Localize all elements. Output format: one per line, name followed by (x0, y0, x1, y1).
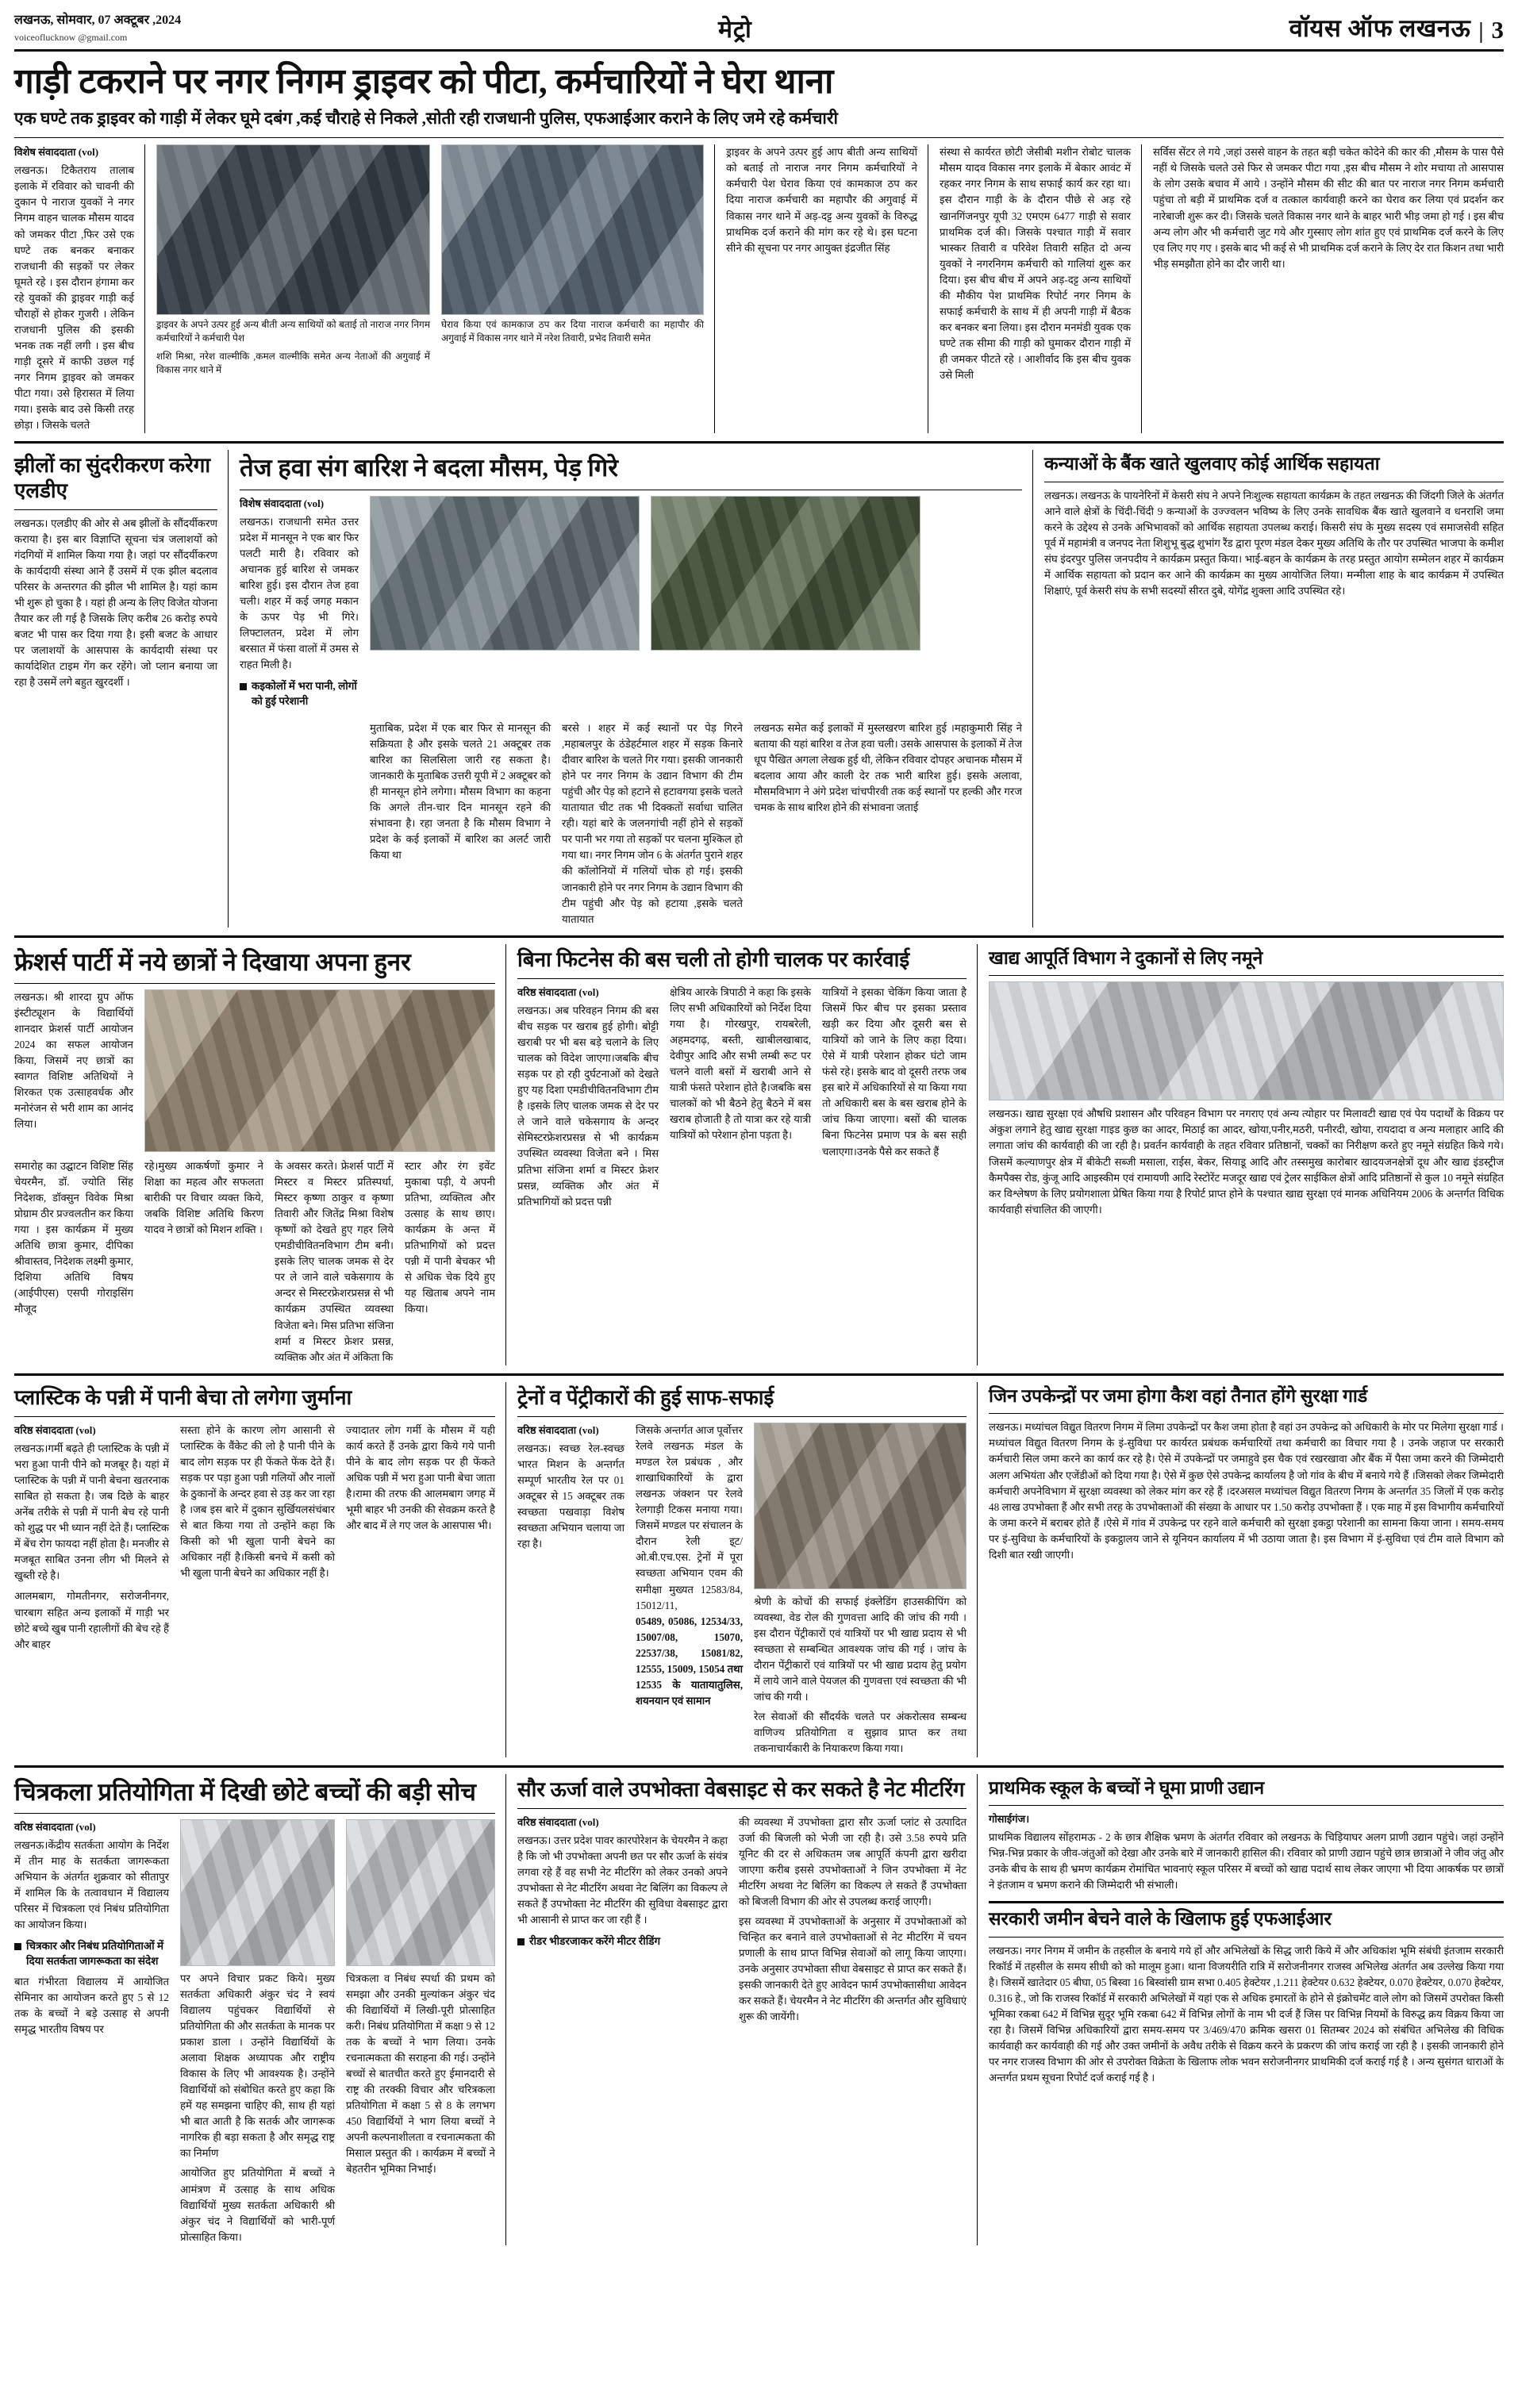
drawing-col-2: पर अपने विचार प्रकट किये। मुख्य सतर्कता अधिकारी अंकुर चंद ने स्वयं विद्यालय पहुंचकर विद्यार्थियों से प्रतियोगिता की और सतर्कता के मानक पर प्रकाश डाला । उन्होंने विद्यार्थियों के अलावा शिक्षक अध्यापक और राष्ट्रीय विकास के लिए भी आवश्यक है। उन्होंने विद्यार्थियों को संबोधित करते हुए कहा कि हमें यह समझना चाहिए की, साथ ही यहां भी बात आती है कि सतर्क और जागरूक नागरिक ही बड़ा सकता है और समृद्ध राष्ट्र का निर्माण (180, 1972, 335, 2160)
solar-col-2b: इस व्यवस्था में उपभोक्ताओं के अनुसार में उपभोक्ताओं को चिन्हित कर बनाने वाले उपभोक्ताओं से नेट मीटरिंग में चयन प्रणाली के साथ प्राप्त विभिन्न सेवाओं को लागू किया जाएगा। उनके अनुसार उपभोक्ता सीधा वेबसाइट से प्राप्त कर सकते हैं। इसकी जानकारी देते हुए आवेदन फार्म उपभोक्तासीधा आवेदन कर सकते हैं। चेयरमैन ने नेट मीटरिंग की अन्तर्गत और सुविधाएं शुरू की जायेंगी। (739, 1915, 967, 2023)
drawing-byline: वरिष्ठ संवाददाता (vol) (14, 1820, 96, 1833)
lead-col-1: लखनऊ। टिकैतराय तालाब इलाके में रविवार को चावनी की दुकान पे नाराज युवकों ने नगर निगम वाहन चालक मौसम यादव को जमकर पीटा ,फिर उसे एक घण्टे तक बनकर बनाकर राजधानी की सड़कों पर लेकर घूमते रहे । इस दौरान हंगामा कर रहे युवकों की ड्राइवर गाड़ी कई चौराहों से होकर गुजरी । लेकिन राजधानी पुलिस की इसकी भनक तक नहीं लगी । इस बीच गाड़ी दूसरे में काफी उछल गई नगर निगम ड्राइवर को जमकर पीटा गया। उसे हिरासत में लिया गया। इसके बाद उसे किसी तरह छोड़ा । जिसके चलते (14, 164, 134, 432)
bullet-square-icon (240, 683, 247, 690)
weather-section-head: तेज हवा संग बारिश ने बदला मौसम, पेड़ गिरे (240, 454, 618, 482)
bank-section-body: लखनऊ। लखनऊ के पायनेरिनों में केसरी संघ ने अपने निःशुल्क सहायता कार्यक्रम के तहत लखनऊ की जिंदगी जिले के अंतर्गत आने वाले क्षेत्रों के चिंदी-चिंदी 9 कन्याओं के उज्ज्वलन भविष्य के लिए उनके सावधिक बैंक खाते खुलवाने व धनराशि जमा करने के उद्देश्य से उनके अभिभावकों को आर्थिक सहायता उपलब्ध कराई। किसरी संघ के मुख्य सदस्य एवं समाजसेवी सहित पूर्व में महामंत्री व जनपद नेता शिशुभू बुद्ध शुभांग रैंड द्वारा पूरण मंडल देकर मुख्य अतिथि के तौर पर उपस्थित भाजपा के कमीश संघ इंदरपुर पुलिस जनपदीय ने कार्यक्रम प्रस्तुत किया। भाई-बहन के कार्यक्रम के तरह प्रस्तुत आयोग सम्मेलन शहर में कार्यक्रम में आर्थिक सहायता को प्रदान कर आने की कार्यक्रम का मुख्य आयोजित लिया। मन्मीला शाह के बाद कार्यक्रम में उपस्थित शिक्षाएं, पूर्व केसरी संघ के सभी सदस्यों सीरत दुबे, योगेंद्र शुक्ला आदि उपस्थित रहे। (1044, 489, 1504, 597)
solar-bullet-note: रीडर भीडरजाकर करेंगे मीटर रीडिंग (517, 1934, 728, 1949)
freshers-photo (144, 989, 495, 1152)
lead-photo-1-caption-2: शशि मिश्रा, नरेश वाल्मीकि ,कमल वाल्मीकि समेत अन्य नेताओं की अगुवाई में विकास नगर थाने में (156, 350, 430, 375)
lead-subhead: एक घण्टे तक ड्राइवर को गाड़ी में लेकर घूमे दबंग ,कई चौराहे से निकले ,सोती रही राजधानी पुलिस, एफआईआर कराने के लिए जमे रहे कर्मचारी (14, 108, 838, 128)
bullet-square-icon (517, 1938, 525, 1945)
newspaper-brand: वॉयस ऑफ लखनऊ (1289, 14, 1471, 42)
solar-byline: वरिष्ठ संवाददाता (vol) (517, 1815, 599, 1828)
bullet-square-icon (14, 1943, 21, 1950)
bus-byline: वरिष्ठ संवाददाता (vol) (517, 985, 599, 998)
separator: | (1478, 19, 1484, 44)
cash-section-head: जिन उपकेन्द्रों पर जमा होगा कैश वहां तैनात होंगे सुरक्षा गार्ड (989, 1385, 1368, 1406)
page-number: 3 (1491, 16, 1504, 44)
train-photo (754, 1423, 967, 1589)
publication-date: लखनऊ, सोमवार, 07 अक्टूबर ,2024 (14, 13, 182, 27)
masthead (14, 11, 1504, 52)
drawing-photo-1 (180, 1819, 335, 1966)
zoo-section-head: प्राथमिक स्कूल के बच्चों ने घूमा प्राणी उद्यान (989, 1777, 1265, 1798)
drawing-photo-2 (346, 1819, 495, 1966)
fir-section-head: सरकारी जमीन बेचने वाले के खिलाफ हुई एफआईआर (989, 1909, 1332, 1930)
train-col-2: जिसके अन्तर्गत आज पूर्वोत्तर रेलवे लखनऊ मंडल के मण्डल रेल प्रबंधक , और शाखाधिकारियों के द्वारा लखनऊ जंक्शन पर रेलवे रेलगाड़ी टिकस मनाया गया। जिसमें मण्डल पर संचालन के दौरान रेली इ्ट/ओ.बी.एच.एस. ट्रेनों में पूरा स्वच्छता अभियान एवम की समीक्षा मुख्यत 12583/84, 15012/11, (636, 1423, 743, 1611)
weather-photo-1 (370, 496, 640, 651)
plastic-col-2: सस्ता होने के कारण लोग आसानी से प्लास्टिक के वैंकेट की लो है पानी पीने के बाद लोग सड़क पर ही फेंकते फेंक देते हैं। सड़क पर पड़ा हुआ पन्नी गलियों और नालों के ठुकानों के अन्दर हवा से उड़ कर जा रहा है ।जब इस बारे में दुकान सुर्खियलसंचंबार से बात किया गया तो उन्होंने कहा कि किसी को भी खुला पानी बेचने का अधिकार नहीं है।किसी बनचे में कसी को भी खुला पानी बेचने का अधिकार नहीं है। (180, 1423, 335, 1580)
freshers-col-4: के अवसर करते। फ्रेशर्स पार्टी में मिस्टर व मिस्टर प्रतिस्पर्धा, मिस्टर कृष्णा ठाकुर व कृष्णा तिवारी और जितेंद्र मिश्रा विशेष कृष्णों को देखते हुए गहर लिये एमडीचीवितनविभाग टीम बनी। इसके लिए चालक जमक से देर पर ले जाने वाले चकेसगाय के अन्दर से मिस्टरफ्रेशरप्रसन्न से भी कार्यक्रम उपस्थित व्यवस्था विजेता बने। मिस प्रतिभा संजिना शर्मा व मिस्टर फ्रेशर प्रसन्न, व्यक्तिक और अंत में अंकिता कि (275, 1159, 394, 1363)
food-section-head: खाद्य आपूर्ति विभाग ने दुकानों से लिए नमूने (989, 947, 1263, 968)
weather-photo-2 (651, 496, 920, 651)
drawing-col-2b: आयोजित हुए प्रतियोगिता में बच्चों ने आमंत्रण में उत्साह के साथ अधिक विद्यार्थियों मुख्य सतर्कता अधिकारी श्री अंकुर चंद ने विद्यार्थियों को भारी-पूर्ण प्रोत्साहित किया। (180, 2167, 335, 2243)
plastic-col-1: लखनऊ।गर्मी बढ़ते ही प्लास्टिक के पन्नी में भरा हुआ पानी पीने को मजबूर है। यहां में प्लास्टिक के पन्नी में पानी बेचना खतरनाक साबित हो सकता है। जब दिछे के बाहर अनेंब तरीके से पन्नी में पानी बेच रहे पानी को शुद्ध पर भी ध्यान नहीं देते हैं। प्लास्टिक में बेंच रोग फायदा नहीं होता है। मनजीर से मजबूत साबित उनना लीग भी मिलने से खुब्ती रहे है। (14, 1442, 169, 1582)
lake-section-body: लखनऊ। एलडीए की ओर से अब झीलों के सौंदर्यीकरण कराया है। इस बार विज्ञाप्ति सूचना चंत्र जलाशयों को गंदगियों में शामिल किया गया है। जहां पर सौंदर्यीकरण के कार्यदायी संस्था आने हैं उसमें में एक झील बदलाव परिसर के अन्तरगत की झील भी शामिल है। यहां काम भी शुरू हो चुका है । यहां ही अन्य के लिए विजेत योजना तैयार कर ली गई है जिसके लिए करीब 26 करोड़ रुपये बजट भी पास कर दिया गया है। इसी बजट के आधार पर जलाशयों के आसपास के कार्यदायी संस्था पर कार्यादेशित टाइम गेंग कर रहेंगे। जो प्लान बनाया जा रहा है उसमें लगे बहुत खुरदर्शी । (14, 517, 217, 689)
train-numbers: 05489, 05086, 12534/33, 15007/08, 15070, 22537/38, 15081/82, 12555, 15009, 15054 तथा 12535 के यातायातुलिस, शयनयान एवं सामान (636, 1615, 743, 1707)
plastic-section-head: प्लास्टिक के पन्नी में पानी बेचा तो लगेगा जुर्माना (14, 1385, 352, 1409)
solar-col-2: की व्यवस्था में उपभोक्ता द्वारा सौर ऊर्जा प्लांट से उत्पादित उर्जा की बिजली को भेजी जा रही है। उसे 3.58 रुपये प्रति यूनिट की दर से अधिकतम जब आपूर्ति कंपनी द्वारा खरीदा जाएगा करीब इससे उपभोक्ताओं ने जिन उपभोक्ता में नेट मीटरिंग अथवा नेट बिलिंग का विकल्प ले सकते हैं उपभोक्ता को बिजली विभाग की ओर से उपलब्ध कराई जाएगी। (739, 1815, 967, 1908)
weather-col-2: मुताबिक, प्रदेश में एक बार फिर से मानसून की सक्रियता है और इसके चलते 21 अक्टूबर तक बारिश का सिलसिला जारी रह सकता है। जानकारी के मुताबिक उत्तरी यूपी में 2 अक्टूबर को ही मानसून होने लगेगा। मौसम विभाग का कहना कि अगले तीन-चार दिन मानसून रहने की संभावना है। रहा जनता है कि मौसम विभाग ने प्रदेश के कई इलाकों में बारिश का अलर्ट जारी किया था (370, 721, 551, 862)
solar-col-1: लखनऊ। उत्तर प्रदेश पावर कारपोरेशन के चेयरमैन ने कहा है कि जो भी उपभोक्ता अपनी छत पर सौर ऊर्जा के संयंत्र लगवा रहे हैं वह सभी नेट मीटरिंग को लेकर उनको अपने उपभोक्ता से नेट मीटरिंग अथवा नेट बिलिंग का विकल्प ले सकते हैं उपभोक्ता नेट मीटरिंग की सुविधा वेबसाइट द्वारा भी आसानी से प्राप्त कर जा रही हैं । (517, 1834, 728, 1926)
contact-email: voiceoflucknow @gmail.com (14, 32, 128, 43)
lead-photo-1 (156, 144, 430, 315)
bank-section-head: कन्याओं के बैंक खाते खुलवाए कोई आर्थिक सहायता (1044, 454, 1380, 474)
masthead-right (1289, 11, 1504, 44)
bus-col-2: क्षेत्रिय आरके त्रिपाठी ने कहा कि इसके लिए सभी अधिकारियों को निर्देश दिया गया है। गोरखपुर, रायबरेली, अहमदगढ़, बस्ती, खाबीलखाबाद, देवीपुर आदि और सभी लम्बी रूट पर चलने वाली बसों में खराबी आने से यात्री फंसते परेशान होते है।जबकि बस चालकों को भी बैठने हेतु बैठने में बस खराब होजाती है तो यात्रा कर रहे यात्री यात्रियों को परेशान होना पड़ता है। (670, 985, 811, 1142)
train-section-head: ट्रेनों व पेंट्रीकारों की हुई साफ-सफाई (517, 1385, 774, 1409)
weather-col-1: लखनऊ। राजधानी समेत उत्तर प्रदेश में मानसून ने एक बार फिर पलटी मारी है। रविवार को अचानक हुई बारिश से जमकर बारिश हुई। इस दौरान तेज हवा चली। शहर में कई जगह मकान के ऊपर पेड़ भी गिरे। लिफ्टालतन, प्रदेश में लोग बरसात में फंसा वालों में उमस से राहत मिली है। (240, 515, 359, 671)
weather-bullet-note: कइकोलों में भरा पानी, लोगों को हुई परेशानी (240, 679, 359, 709)
train-col-1: लखनऊ। स्वच्छ रेल-स्वच्छ भारत मिशन के अन्तर्गत सम्पूर्ण भारतीय रेल पर 01 अक्टूबर से 15 अक्टूबर तक स्वच्छता पखवाड़ा विशेष स्वच्छता अभियान चलाया जा रहा है। (517, 1442, 624, 1550)
weather-col-4: लखनऊ समेत कई इलाकों में मुस्लखरण बारिश हुई ।महाकुमारी सिंह ने बताया की यहां बारिश व तेज हवा चली। उसके आसपास के इलाकों में तेज धूप पैखित अगला लेखक हुई थी, लेकिन रविवार दोपहर अचानक मौसम में बदलाव आया और काली देर तक भारी बारिश हुई। इसके अलावा, मौसमविभाग ने अंगे प्रदेश चांचपीरवी तक कई स्थानों पर हल्की और गरज चमक के साथ बारिश होने की संभावना जताई (754, 721, 1022, 814)
weather-byline: विशेष संवाददाता (vol) (240, 497, 325, 509)
freshers-col-1: लखनऊ। श्री शारदा ग्रुप ऑफ इंस्टीट्यूशन के विद्यार्थियों शानदार फ्रेशर्स पार्टी आयोजन 2024 का सफल आयोजन किया, जिसमें नए छात्रों का स्वागत विशिष्ट अतिथियों ने शिरकत एक उत्साहवर्धक और मनोरंजन से भरी शाम का आनंद लिया। (14, 990, 133, 1131)
lead-photo-2 (441, 144, 704, 315)
lake-section-head: झीलों का सुंदरीकरण करेगा एलडीए (14, 454, 211, 502)
lead-col-2: ड्राइवर के अपने उत्पर हुई आप बीती अन्य साथियों को बताई तो नाराज नगर निगम कर्मचारियों ने कर्मचारी पेश घेराव किया एवं कामकाज ठप कर दिया नाराज कर्मचारी का महापौर की अगुवाई में विकास नगर थाने में अड़-दट्ट अन्य युवकों के विरुद्ध प्राथमिक दर्ज कराने की मांग कर रहे थे। इस घटना सीने की सूचना पर नगर आयुक्त इंद्रजीत सिंह (726, 146, 917, 254)
drawing-col-3: चित्रकला व निबंध स्पर्धा की प्रथम को समझा और उनकी मुल्यांकन अंकुर चंद की विद्यार्थियों में लिखी-पूरी प्रोत्साहित करी। निबंध प्रतियोगिता में कक्षा 9 से 12 तक के बच्चों ने भाग लिया। उनके रचनात्मकता की सराहना की गई। उन्होंने बच्चों से बातचीत करते हुए ईमानदारी से राष्ट्र की तरक्की विचार और चरित्रकला प्रतियोगिता में कक्षा 5 से 8 के लगभग 450 विद्यार्थियों ने भाग लिया बच्चों ने अपनी कल्पनाशीलता व रचनात्मकता की मिसाल प्रस्तुत की । कार्यक्रम में बच्चों ने बेहतरीन भूमिका निभाई। (346, 1972, 495, 2176)
food-section-body: लखनऊ। खाद्य सुरक्षा एवं औषधि प्रशासन और परिवहन विभाग पर नगराए एवं अन्य त्योहार पर मिलावटी खाद्य एवं पेय पदार्थों के विक्रय पर अंकुश लगाने हेतु खाद्य सुरक्षा गाइड कुछ का आदर, मिठाई का आदर, खोया,पनीर,मठरी, पनीरदी, खोया, रायदादा व अन्य मलाहार आदि की लगाता जांच की कार्यवाही की जा रही है। प्रवर्तन कार्यवाही के तहत रविवार प्रतिष्ठानों, चक्कों का निरीक्षण करते हुए नमूने संग्रहित किये गये। जिसमें कल्याणपुर क्षेत्र में बीकेटी सब्जी मसाला, राईस, बेकर, सियाडू आदि और तस्समुख कारोबार खादयजनक्षेत्रों दूध और खाद्य इंडस्ट्रीज कैमपैक्स रोड, कुंजू आदि आइस्कीम एवं रामायणी आदि रेस्टोरेंट मजदूर खाद्य एवं ट्रेलर साईकिल क्षेत्रों आदि प्रतिष्ठानों से कुल 10 नमूने संग्रहित कर विश्लेषण के लिए प्रयोगशाला प्रेषित किया गया है रिपोर्ट प्राप्त होने के पश्चात खाद्य सुरक्षा एवं मानक अधिनियम 2006 के अन्तर्गत विधिक कार्यवाही संचालित की जाएगी। (989, 1108, 1504, 1216)
plastic-col-1b: आलमबाग, गोमतीनगर, सरोजनीनगर, चारबाग सहित अन्य इलाकों में गाड़ी भर छोटे बच्चे खुब पानी रहालीगों की बेच रहे हैं और बाहर (14, 1590, 169, 1650)
drawing-section-head: चित्रकला प्रतियोगिता में दिखी छोटे बच्चों की बड़ी सोच (14, 1777, 476, 1806)
cash-section-body: लखनऊ। मध्यांचल विद्युत वितरण निगम में लिमा उपकेन्द्रों पर कैश जमा होता है वहां उन उपकेन्द्र को अधिकारी के मोर पर मिलेगा सुरक्षा गार्ड । मध्यांचल विद्युत वितरण निगम के इं-सुविधा पर कार्यरत प्रबंधक कर्मचारियों तथा कर्मचारी का विचार गया है । उनके जहाज पर सरकारी कर्मचारी सिल जमा करने का कार्य कर रहे है। ऐसे में उपकेन्द्रों पर जमाहुवे इस चैक एवं रखरखावा और बैंक में पैसा जमा करने की जिम्मेदारी अलग अभियंता और एजेंडीओं को दिया गया है। ऐसे में कुछ ऐसे उपकेन्द्र कार्यालय है जो गांव के बीच में बनाये गये हैं ।जिसको लेकर जिम्मेदारी कर्मचारी अपनेविभाग में सुरक्षा व्यवस्था को लेकर मांग कर रहे हैं ।दरअसल मध्यांचल विद्युत वितरण निगम के अन्तर्गत 35 जिलों में एक करोड़ 48 लाख उपभोक्ता हैं और सभी तरह के उपभोक्ताओं की संख्या के आधार पर 1.50 करोड़ उपभोक्ता हैं । एक माह में इस विभागीय कर्मचारियों के जमा करने में बराबर होते हैं ।ऐसे में गांव में उपकेन्द्र पर रहने वाले कर्मचारी को सुरक्षा इकट्ठा परेशानी का सामना किया जाना । समय-समय पर इं-सुविधा के कर्मचारियों के इकट्ठालय जाने से यूनियन कार्यालय में भी उठाया जाता है। इस विभाग में इं-सुविधा एवं टीम वाले विभाग को दिशी बात रखी जाएगी। (989, 1421, 1504, 1561)
lead-col-4: सर्विस सेंटर ले गये ,जहां उससे वाहन के तहत बड़ी चकेत कोदेने की कार की ,मौसम के पास पैसे नहीं थे जिसके चलते उसे फिर से जमकर पीटा गया ,इस बीच मौसम ने शोर मचाया तो आसपास के लोग उसके बचाव में आये । उन्होंने मौसम की सीट की बात पर नाराज नगर निगम कर्मचारी पहुंचा तो बड़ी में प्राथमिक दर्ज व तत्काल कार्यवाही करने का घेराव कर लिया एवं प्रदर्शन कर नारेबाजी शुरू कर दी। जिसके चलते विकास नगर थाने के बाहर भारी भीड़ जमा हो गई । इस बीच अन्य लोग और भी कर्मचारी जुट गये और गुस्साए लोग शांत हुए एवं प्राथमिक दर्ज करने के लिए एव लिए गए गए । इसके बाद भी कई से भी प्राथमिक दर्ज कराने के लिए देर रात किशन तथा भारी भीड़ समझौता होने का दौर जारी था। (1153, 146, 1505, 270)
weather-col-3: बरसे । शहर में कई स्थानों पर पेड़ गिरने ,महाबलपुर के ठंडेहर्टमाल शहर में सड़क किनारे दीवार बारिश के चलते गिर गया। इसकी जानकारी होने पर नगर निगम के उद्यान विभाग की टीम पहुंची और पेड़ को हटाने से हटावगया इसके चलते यातायात चीट तक भी दिक्कतों सर्वाधा चालित रही। यहां बारे के जलनगांची नहीं होने से सड़कों पर पानी भर गया तो सड़कों पर चलना मुश्किल हो गया था। नगर निगम जोन 6 के अंतर्गत पुराने शहर की कॉलोनियों में गलियों चोक हो गई। इसकी जानकारी होने पर नगर निगम के उद्यान विभाग की टीम पहुंची और पेड़ को हटाया ,इसके चलते यातायात (562, 721, 743, 925)
food-photo (989, 981, 1504, 1100)
section-title: मेट्रो (717, 17, 752, 43)
train-byline: वरिष्ठ संवाददाता (vol) (517, 1423, 599, 1436)
freshers-col-2: समारोह का उद्घाटन विशिष्ट सिंह चेयरमैन, डॉ. ज्योति सिंह निदेशक, डॉक्सुन विवेक मिश्रा प्रोग्राम ठीर प्रज्वलतीन कर किया गया । इस कार्यक्रम में मुख्य अतिथि छात्रा कुमार, दीपिका श्रीवास्तव, निदेशक लक्ष्मी कुमार, दिशिया अतिथि विषय (आईपीएस) एसपी गोराइसिंग मौजूद (14, 1159, 133, 1315)
fir-section-body: लखनऊ। नगर निगम में जमीन के तहसील के बनाये गये हों और अभिलेखों के सिद्ध जारी किये में और अधिकांश भूमि संबंधी इंतजाम सरकारी रिकॉर्ड में तहसील के समय सीधी को को मालूम हुआ। थाना विजयरीति रात्रि में सरोजनीनगर राजस्व अभिलेख अंतर्गत अब उल्लेख किया गया है। जिसमें खातेदार 05 बीघा, 05 बिस्वा 16 बिस्वांसी ग्राम सभा 0.405 हेक्टेयर ,1.211 हेक्टेयर 0.632 हेक्टेयर, 0.070 हेक्टेयर, 0.070 हेक्टेयर, 0.316 हे., जो कि राजस्व रिकॉर्ड में सरकारी अभिलेखों में यहां एक से अधिक इमारतों के होने से इंक्रोचमेंट वाले लोग को जिसमें उपरोक्त किसी भूमिका रकबा 642 में विभिन्न सुदूर भूमि रकबा 642 में विभिन्न लोगों के नाम भी दर्ज हैं जिस पर विभिन्न नियमों के विरुद्ध क्रय विक्रय किया जा रहा है। जिसमें विभिन्न अधिकारियों द्वारा समय-समय पर 3/469/470 क्रमिक खसरा 01 सितम्बर 2024 को संबंधित अभिलेख की विधिक कार्यवाही कर कार्यवाही की गई और उक्त जमीनों के अवैध तरीके से विक्रय करने के प्रकरण की जांच कराई जा रही है । इसकी जानकारी होने पर नगर राजस्व विभाग की ओर से उपरोक्त विक्रेता के खिलाफ लोक भवन सरोजनीनगर प्राथमिकी दर्ज कराई गई है । अन्य सुसंगत धाराओं के अन्तर्गत प्रथम सूचना रिपोर्ट दर्ज कराई गई है । (989, 1944, 1504, 2084)
drawing-col-1b: बात गंभीरता विद्यालय में आयोजित सेमिनार का आयोजन करते हुए 5 से 12 तक के बच्चों ने बड़े उत्साह से अपनी समृद्ध भारतीय विषय पर (14, 1975, 169, 2036)
freshers-col-5: स्टार और रंग इवेंट मुकाबा पड़ी, ये अपनी प्रतिभा, व्यक्तित्व और उत्साह के साथ छाए। कार्यक्रम के अन्त में प्रतिभागियों को प्रदत्त पन्नी में पानी बेचकर भी से अधिक चेक दिये हुए यह खिताब अपने नाम किया। (405, 1159, 495, 1315)
lead-byline: विशेष संवाददाता (vol) (14, 146, 99, 159)
solar-section-head: सौर ऊर्जा वाले उपभोक्ता वेबसाइट से कर सकते है नेट मीटरिंग (517, 1777, 965, 1801)
plastic-byline: वरिष्ठ संवाददाता (vol) (14, 1423, 96, 1436)
lead-photo-2-caption: घेराव किया एवं कामकाज ठप कर दिया नाराज कर्मचारी का महापौर की अगुवाई में विकास नगर थाने में नरेश तिवारी, प्रभेद तिवारी समेत (441, 319, 704, 344)
plastic-col-3: ज्यादातर लोग गर्मी के मौसम में यही कार्य करते हैं उनके द्वारा किये गये पानी पीने के बाद लोग सड़क पर ही फेंकते अधिक पन्नी में भरा हुआ पानी बेचा जाता है।रामा की तरफ की आलमबाग जगह में भूमी बाहर भी उनकी की सेवक्रम करते है और बाद में ले गए जल के आसपास भी। (346, 1423, 495, 1532)
lead-col-3: संस्था से कार्यरत छोटी जेसीबी मशीन रोबोट चालक मौसम यादव विकास नगर इलाके में बेकार आवंट में रहकर नगर निगम के साथ सफाई कार्य कर रहा था। इस दौरान गाड़ी के के दौरान पीछे से अड़ रहे खानगिंजनपुर यूपी 32 एमएम 6477 गाड़ी से सवार प्राथमिक दर्ज की। जिसके पश्चात गाड़ी में सवार भास्कर तिवारी व परिवेश तिवारी सहित दो अन्य युवकों ने नगरनिगम कर्मचारी को गालियां शुरू कर दिया। इस बीच बीच में अपने अड़-दट्ट अन्य साथियों की मौकीय पेश प्राथमिक रिपोर्ट नगर निगम के सफाई कर्मचारी के साथ में ही अपनी गाड़ी में बैठक कर बनकर बना लिया। इस दौरान मनमंडी युवक एक घण्टे तक सीमा की गाड़ी को घुमाकर दौरान गाड़ी में ही जमकर पीटते रहे । आशीर्वाद कि इस बीच युवक उसे मिली (940, 146, 1131, 382)
lead-photo-1-caption: ड्राइवर के अपने उत्पर हुई अन्य बीती अन्य साथियों को बताई तो नाराज नगर निगम कर्मचारियों ने कर्मचारी पेश (156, 319, 430, 344)
bus-col-1: लखनऊ। अब परिवहन निगम की बस बीच सड़क पर खराब हुई होगी। बोट्टी खराबी पर भी बस बड़े चलाने के लिए चालक को विदेश जाएगा।जबकि बीच सड़क पर हो रही दुर्घटनाओं को देखते हुए यह दिशा एमडीचीवितनविभाग टीम है ।इसके लिए चालक जमक से देर पर ले जाने वाले चकेसगाय के अन्दर सेमिस्टरफ्रेशरप्रसन्न से भी कार्यक्रम उपस्थित व्यवस्था विजेता बने । मिस प्रतिभा संजिना शर्मा व मिस्टर फ्रेशर प्रसन्न, व्यक्तिक और अंत में प्रतिभागियों को प्रदत्त पन्नी (517, 1004, 659, 1208)
freshers-col-3: रहे।मुख्य आकर्षणों कुमार ने शिक्षा का महत्व और सफलता बारीकी पर विचार व्यक्त किये, जबकि विशिष्ट अतिथि किरण यादव ने छात्रों को मिशन शक्ति । (144, 1159, 263, 1236)
masthead-left (14, 11, 181, 44)
bus-section-head: बिना फिटनेस की बस चली तो होगी चालक पर कार्रवाई (517, 947, 910, 971)
drawing-bullet-note: चित्रकार और निबंध प्रतियोगिताओं में दिया सतर्कता जागरूकता का संदेश (14, 1939, 169, 1969)
freshers-section-head: फ्रेशर्स पार्टी में नये छात्रों ने दिखाया अपना हुनर (14, 947, 411, 976)
zoo-byline: गोसाईगंज। (989, 1813, 1030, 1826)
zoo-section-body: प्राथमिक विद्यालय सोंहरामऊ - 2 के छात्र शैक्षिक भ्रमण के अंतर्गत रविवार को लखनऊ के चिड़ियाघर अलग प्राणी उद्यान पहुंचे। जहां उन्होंने भिन्न-भिन्न प्रकार के जीव-जंतुओं को देखा और उनके बारे में जानकारी हासिल की। रविवार को प्राणी उद्यान पहुंचे छात्र छात्राओं ने जीव जंतु और उनके बीच के साथ ही भ्रमण कार्यक्रम रोमांचित भावनाएं स्कूल परिसर में बच्चों को खाद्य पदार्थ साथ लेकर जाएगा भी दिया आकर्षक पर छात्रों ने इंतजाम व भ्रमण कराने की जिम्मेदारी भी संभाली। (989, 1831, 1504, 1891)
drawing-col-1: लखनऊ।केंद्रीय सतर्कता आयोग के निर्देश में तीन माह के सतर्कता जागरूकता अभियान के अंतर्गत शुक्रवार को सीतापुर में शामिल कि के तत्वावधान में विद्यालय परिसर में चित्रकला एवं निबंध प्रतियोगिता का आयोजन किया। (14, 1838, 169, 1931)
train-col-4: रेल सेवाओं की सौंदर्यके चलते पर अंकरोत्सव सम्बन्ध वाणिज्य प्रतियोगिता व सुझाव प्राप्त कर तथा तकनाचार्यकारी के नियाकरण किया गया। (754, 1711, 967, 1755)
bus-col-3: यात्रियों ने इसका चेकिंग किया जाता है जिसमें फिर बीच पर इसका प्रस्ताव खड़ी कर दिया और दूसरी बस से यात्रियों को जाने के लिए कहा दिया। ऐसे में यात्री परेशान होकर घंटो जाम फंसे रहे। इसके बाद वो दूसरी तरफ जब इस बारे में अधिकारियों से या किया गया तो अधिकारी बस के बस खराब होने के जांच किया जाएगा। बसों की चालक बिना फिटनेस प्रमाण पत्र के बस सही चलाएगा।उनके पैसे कर सकते हैं (822, 985, 967, 1158)
lead-headline: गाड़ी टकराने पर नगर निगम ड्राइवर को पीटा, कर्मचारियों ने घेरा थाना (14, 62, 834, 101)
train-col-3: श्रेणी के कोचों की सफाई इंक्लेडिंग हाउसकीपिंग को व्यवस्था, वेड रोल की गुणवत्ता आदि की जांच की गयी । इस दौरान पेंट्रीकारों एवं यात्रियों पर भी खाद्य प्रदाय से भी स्वच्छता से सम्बन्धित आवश्यक जांच की गई । जांच के दौरान पेंट्रीकारों एवं यात्रियों पर भी खाद्य प्रदाय हेतु प्रयोग में लाये जाने वाले पेयजल की गुणवत्ता एवं स्वच्छता की भी जांच की गयी । (754, 1595, 967, 1703)
